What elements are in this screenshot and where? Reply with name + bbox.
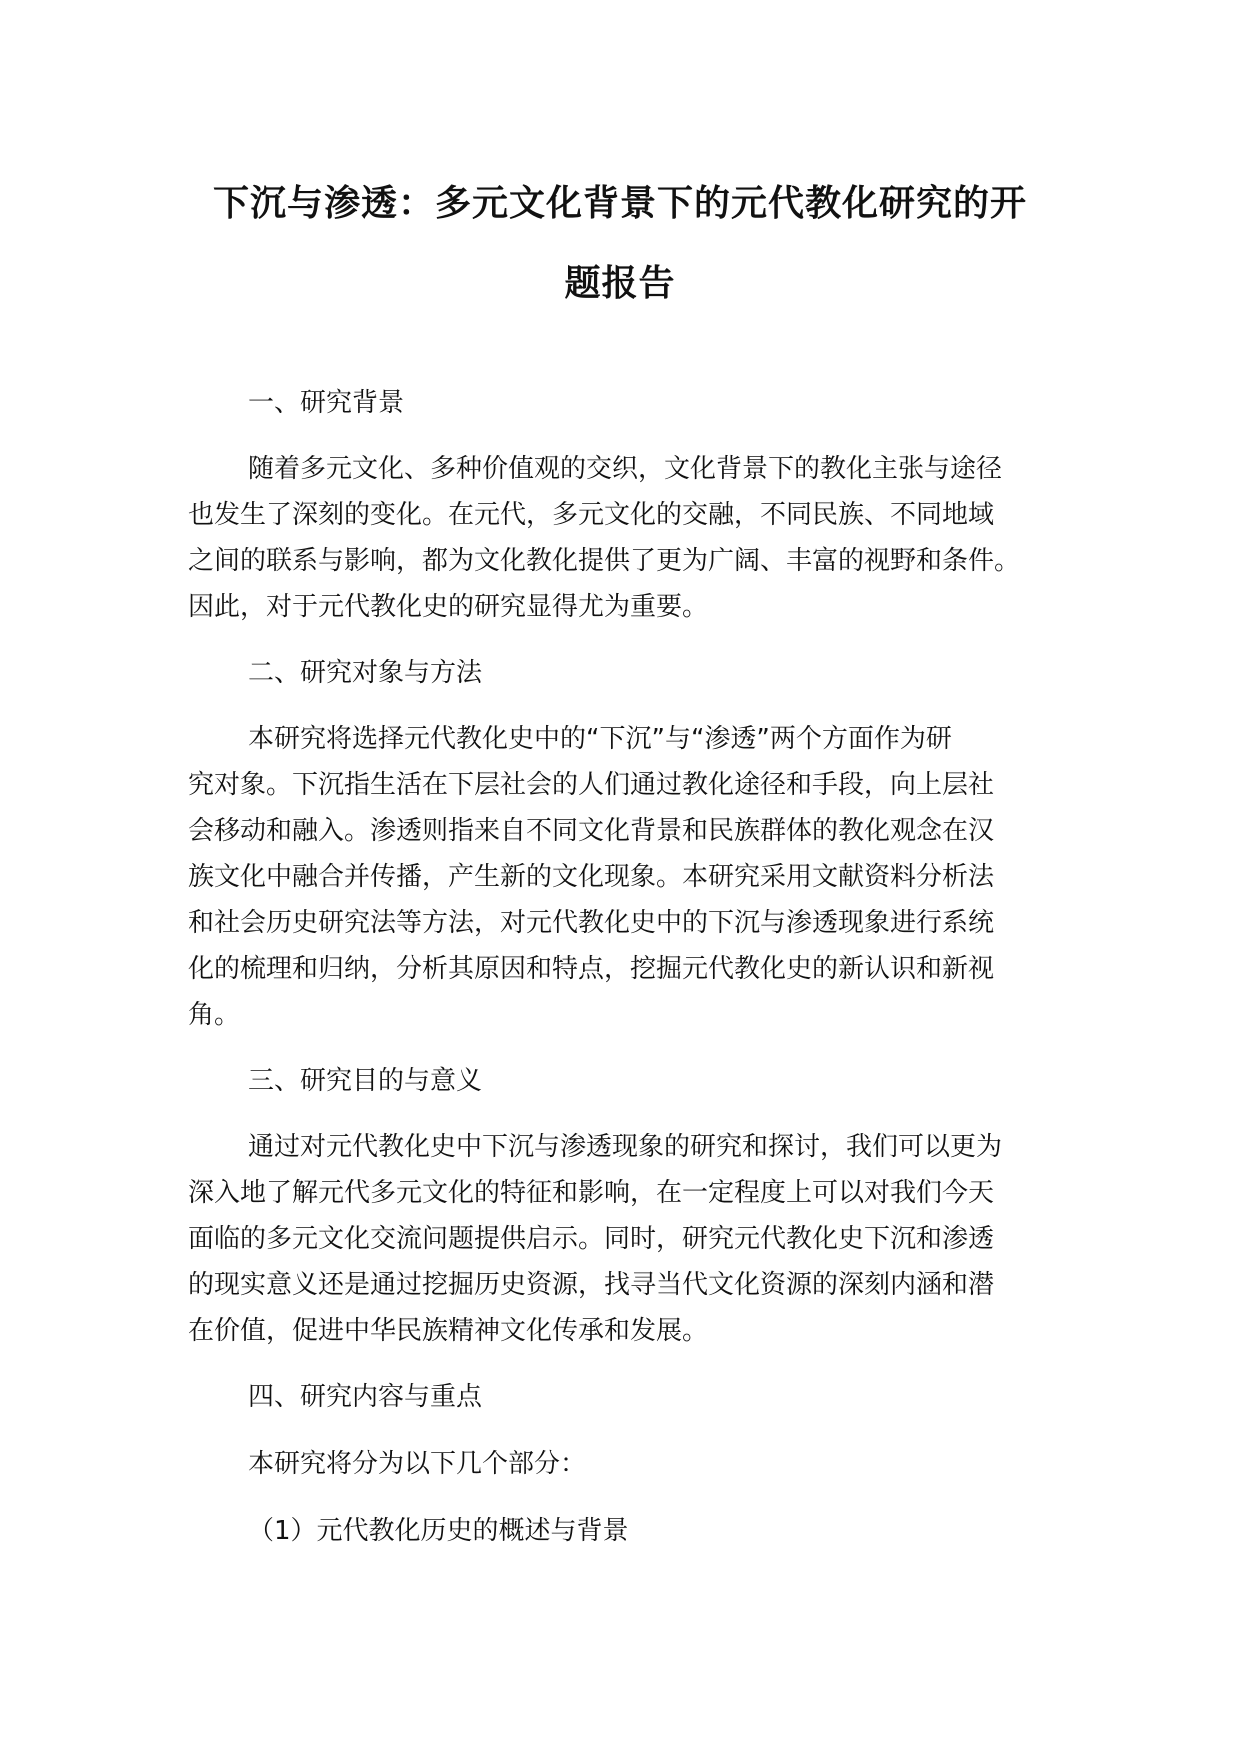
paragraph-line: 随着多元文化、多种价值观的交织，文化背景下的教化主张与途径 — [248, 454, 1003, 484]
document-title-line-2: 题报告 — [564, 263, 676, 304]
paragraph-background — [188, 446, 1068, 630]
paragraph-object-method — [188, 716, 1068, 1038]
section-heading-purpose: 三、研究目的与意义 — [248, 1066, 483, 1096]
paragraph-line: 和社会历史研究法等方法，对元代教化史中的下沉与渗透现象进行系统 — [188, 908, 995, 938]
paragraph-content — [188, 1441, 1068, 1487]
document-body — [188, 380, 1068, 1554]
paragraph-line: 因此，对于元代教化史的研究显得尤为重要。 — [188, 592, 709, 622]
paragraph-line: 本研究将分为以下几个部分： — [248, 1449, 587, 1479]
paragraph-purpose — [188, 1124, 1068, 1354]
paragraph-line: 深入地了解元代多元文化的特征和影响，在一定程度上可以对我们今天 — [188, 1178, 995, 1208]
paragraph-line: 的现实意义还是通过挖掘历史资源，找寻当代文化资源的深刻内涵和潜 — [188, 1270, 995, 1300]
paragraph-line: 之间的联系与影响，都为文化教化提供了更为广阔、丰富的视野和条件。 — [188, 546, 1021, 576]
paragraph-line: 本研究将选择元代教化史中的“下沉”与“渗透”两个方面作为研 — [248, 724, 952, 754]
paragraph-line: 在价值，促进中华民族精神文化传承和发展。 — [188, 1316, 709, 1346]
paragraph-line: 究对象。下沉指生活在下层社会的人们通过教化途径和手段，向上层社 — [188, 770, 995, 800]
section-heading-content: 四、研究内容与重点 — [248, 1382, 483, 1412]
list-item: （1）元代教化历史的概述与背景 — [248, 1516, 629, 1546]
paragraph-line: 会移动和融入。渗透则指来自不同文化背景和民族群体的教化观念在汉 — [188, 816, 995, 846]
paragraph-line: 面临的多元文化交流问题提供启示。同时，研究元代教化史下沉和渗透 — [188, 1224, 995, 1254]
paragraph-line: 族文化中融合并传播，产生新的文化现象。本研究采用文献资料分析法 — [188, 862, 995, 892]
document-title-line-1: 下沉与渗透：多元文化背景下的元代教化研究的开 — [212, 183, 1027, 224]
paragraph-line: 也发生了深刻的变化。在元代，多元文化的交融，不同民族、不同地域 — [188, 500, 995, 530]
section-heading-background: 一、研究背景 — [248, 388, 405, 418]
paragraph-line: 通过对元代教化史中下沉与渗透现象的研究和探讨，我们可以更为 — [248, 1132, 1003, 1162]
paragraph-line: 角。 — [188, 1000, 241, 1030]
paragraph-line: 化的梳理和归纳，分析其原因和特点，挖掘元代教化史的新认识和新视 — [188, 954, 995, 984]
section-heading-object-method: 二、研究对象与方法 — [248, 658, 483, 688]
